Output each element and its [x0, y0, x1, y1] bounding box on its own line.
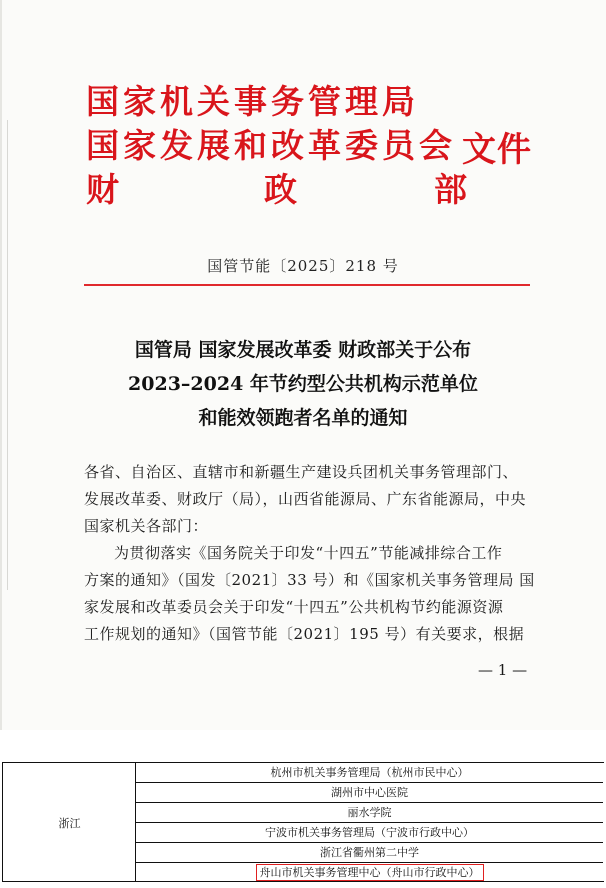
body-line: 国家机关各部门：	[84, 517, 209, 535]
province-cell	[3, 763, 136, 882]
body-line: 工作规划的通知》（国管节能〔2021〕195 号）有关要求，根据	[84, 625, 525, 643]
issuer-line-2: 国家发展和改革委员会	[86, 126, 456, 165]
unit-name: 杭州市机关事务管理局（杭州市民中心）	[270, 766, 469, 779]
body-line: 发展改革委、财政厅（局），山西省能源局、广东省能源局，中央	[84, 490, 527, 508]
issuer-char-cai: 财	[86, 170, 123, 209]
table-row-highlighted	[136, 863, 603, 883]
unit-name: 丽水学院	[347, 806, 392, 819]
body-line: 各省、自治区、直辖市和新疆生产建设兵团机关事务管理部门、	[84, 463, 519, 481]
title-line-3: 和能效领跑者名单的通知	[198, 407, 408, 429]
red-divider	[84, 284, 530, 286]
issuer-char-bu: 部	[434, 170, 471, 209]
issuer-char-zheng: 政	[264, 170, 301, 209]
body-line: 方案的通知》（国发〔2021〕33 号）和《国家机关事务管理局 国	[84, 571, 535, 589]
issuer-line-3	[86, 170, 471, 210]
table-row	[136, 803, 603, 823]
units-table	[2, 762, 604, 882]
body-line: 家发展和改革委员会关于印发“十四五”公共机构节约能源资源	[84, 598, 504, 616]
province-label: 浙江	[58, 817, 81, 830]
unit-name: 浙江省衢州第二中学	[320, 846, 419, 859]
unit-name: 湖州市中心医院	[331, 786, 408, 799]
highlighted-unit-name: 舟山市机关事务管理中心（舟山市行政中心）	[256, 864, 484, 881]
issuer-line-1: 国家机关事务管理局	[86, 82, 419, 121]
table-row	[136, 783, 603, 803]
title-line-2: 2023–2024 年节约型公共机构示范单位	[128, 373, 478, 395]
scan-edge	[0, 0, 2, 730]
table-row	[136, 763, 603, 783]
title-line-1: 国管局 国家发展改革委 财政部关于公布	[134, 339, 472, 361]
table-row	[136, 843, 603, 863]
document-number: 国管节能〔2025〕218 号	[207, 257, 399, 275]
unit-name: 宁波市机关事务管理局（宁波市行政中心）	[265, 826, 474, 839]
page-number: — 1 —	[478, 661, 528, 679]
table-row	[136, 823, 603, 843]
body-line: 为贯彻落实《国务院关于印发“十四五”节能减排综合工作	[114, 544, 503, 562]
document-suffix: 文件	[462, 130, 532, 170]
